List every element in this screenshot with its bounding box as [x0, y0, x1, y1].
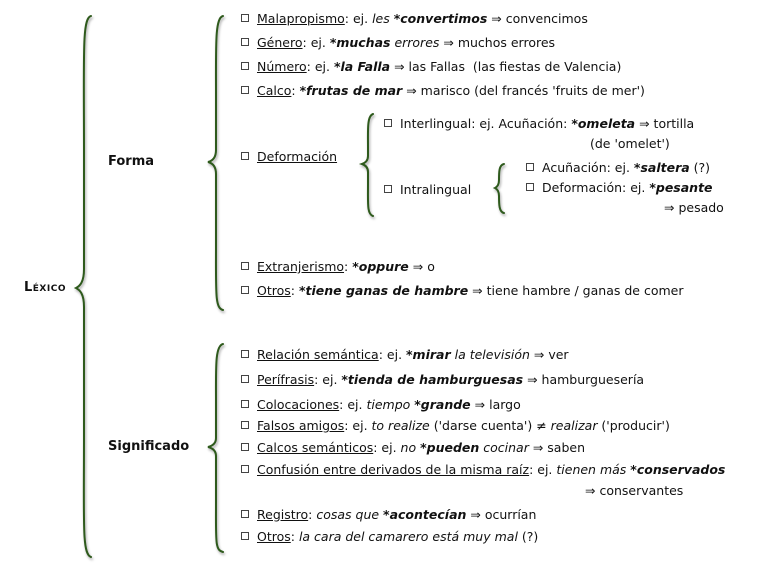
list-item-intralingual: [384, 182, 471, 197]
item-text: Calco: [257, 83, 292, 98]
item-text: ⇒: [466, 507, 485, 522]
item-text: convencimos: [505, 11, 588, 26]
bullet-icon: [241, 262, 249, 270]
item-text: tiene hambre / ganas de comer: [486, 283, 684, 298]
bullet-icon: [384, 185, 392, 193]
bullet-icon: [384, 119, 392, 127]
bullet-icon: [241, 62, 249, 70]
interlingual-continuation: (de 'omelet'): [590, 136, 670, 151]
list-item-interlingual: [384, 116, 694, 131]
bullet-icon: [241, 532, 249, 540]
bullet-icon: [241, 350, 249, 358]
item-text: Deformación: ej.: [542, 180, 650, 195]
item-text: *muchas: [329, 35, 391, 50]
item-text: Relación semántica: [257, 347, 379, 362]
list-item: [241, 397, 521, 412]
item-text: *convertimos: [393, 11, 488, 26]
item-text: tortilla: [653, 116, 695, 131]
item-text: (?): [517, 529, 539, 544]
significado-bracket: [206, 342, 226, 554]
item-text: Género: [257, 35, 303, 50]
item-text: *la Falla: [333, 59, 391, 74]
item-text: ⇒: [487, 11, 506, 26]
item-text: realizar: [550, 418, 598, 433]
item-text: cosas que: [316, 507, 384, 522]
bullet-icon: [241, 86, 249, 94]
item-text: tiempo: [366, 397, 415, 412]
item-text: *mirar: [406, 347, 451, 362]
list-item: [241, 529, 538, 544]
list-item: [241, 259, 435, 274]
item-text: *grande: [414, 397, 471, 412]
item-text: :: [290, 283, 299, 298]
item-text: ⇒: [470, 397, 490, 412]
item-text: *pesante: [649, 180, 713, 195]
item-text: ('darse cuenta') ≠: [429, 418, 551, 433]
item-text: muchos errores: [457, 35, 556, 50]
root-label: Léxico: [24, 280, 66, 295]
item-text: ⇒: [635, 116, 654, 131]
item-text: *saltera: [633, 160, 690, 175]
intralingual-bracket: [493, 162, 507, 216]
item-text: : ej.: [314, 372, 342, 387]
item-text: ver: [548, 347, 569, 362]
bullet-icon: [241, 465, 249, 473]
item-text: Malapropismo: [257, 11, 345, 26]
item-text: hamburguesería: [541, 372, 645, 387]
bullet-icon: [241, 375, 249, 383]
list-item: [241, 83, 645, 98]
item-text: :: [291, 83, 300, 98]
bullet-icon: [241, 510, 249, 518]
item-text: : ej.: [302, 35, 330, 50]
item-text: saben: [547, 440, 585, 455]
item-text: ⇒: [529, 347, 549, 362]
item-text: *tiene ganas de hambre: [298, 283, 469, 298]
deformacion-bracket: [360, 112, 376, 218]
item-text: Deformación: [257, 149, 338, 164]
item-text: Colocaciones: [257, 397, 340, 412]
list-item: [241, 440, 585, 455]
item-text: la cara del camarero está muy mal: [298, 529, 518, 544]
list-item: [241, 59, 621, 74]
forma-label: Forma: [108, 154, 155, 169]
list-item: [241, 35, 555, 50]
item-text: Confusión entre derivados de la misma raíz: [257, 462, 530, 477]
item-text: ⇒: [468, 283, 487, 298]
item-text: (?): [689, 160, 711, 175]
list-item: [526, 180, 713, 195]
item-text: tienen más: [556, 462, 631, 477]
item-text: cocinar: [479, 440, 529, 455]
significado-label: Significado: [108, 439, 190, 454]
item-text: la televisión: [450, 347, 530, 362]
item-text: : ej.: [529, 462, 557, 477]
bullet-icon: [241, 421, 249, 429]
list-item: [241, 372, 644, 387]
item-text: :: [308, 507, 317, 522]
item-text: no: [400, 440, 421, 455]
item-text: Otros: [257, 529, 291, 544]
bullet-icon: [241, 38, 249, 46]
derivados-continuation: ⇒ conservantes: [585, 483, 684, 498]
item-text: : ej.: [306, 59, 334, 74]
item-text: ⇒: [402, 83, 421, 98]
bullet-icon: [241, 286, 249, 294]
item-text: : ej.: [344, 11, 373, 26]
list-item: [526, 160, 710, 175]
bullet-icon: [241, 443, 249, 451]
bullet-icon: [241, 400, 249, 408]
forma-bracket: [206, 14, 226, 314]
item-text: Registro: [257, 507, 309, 522]
item-text: *conservados: [630, 462, 726, 477]
item-text: Otros: [257, 283, 291, 298]
item-text: ⇒: [528, 440, 548, 455]
item-text: Falsos amigos: [257, 418, 345, 433]
item-text: : ej.: [373, 440, 401, 455]
item-text: Interlingual: ej. Acuñación:: [400, 116, 572, 131]
item-text: *tienda de hamburguesas: [341, 372, 524, 387]
item-text: Extranjerismo: [257, 259, 345, 274]
item-text: ⇒: [408, 259, 428, 274]
item-text: to realize: [371, 418, 430, 433]
item-text: ⇒: [523, 372, 542, 387]
list-item: [241, 347, 569, 362]
item-text: : ej.: [378, 347, 407, 362]
item-text: *frutas de mar: [299, 83, 403, 98]
item-text: las Fallas (las fiestas de Valencia): [408, 59, 622, 74]
item-text: *oppure: [352, 259, 409, 274]
item-text: *acontecían: [383, 507, 467, 522]
item-text: *omeleta: [571, 116, 636, 131]
item-text: ⇒: [439, 35, 458, 50]
list-item: [241, 283, 683, 298]
item-text: Perífrasis: [257, 372, 315, 387]
item-text: largo: [489, 397, 521, 412]
root-bracket: [74, 14, 94, 559]
item-text: :: [290, 529, 299, 544]
bullet-icon: [526, 163, 534, 171]
intralingual-continuation: ⇒ pesado: [664, 200, 724, 215]
item-text: Número: [257, 59, 307, 74]
list-item-deformacion: [241, 149, 337, 164]
item-text: ⇒: [390, 59, 409, 74]
list-item: [241, 11, 588, 26]
bullet-icon: [526, 183, 534, 191]
item-text: *pueden: [420, 440, 480, 455]
item-text: ('producir'): [597, 418, 670, 433]
item-text: errores: [390, 35, 440, 50]
list-item: [241, 418, 670, 433]
item-text: les: [372, 11, 394, 26]
item-text: : ej.: [339, 397, 367, 412]
item-text: Calcos semánticos: [257, 440, 374, 455]
item-text: ocurrían: [484, 507, 537, 522]
list-item: [241, 462, 725, 477]
bullet-icon: [241, 152, 249, 160]
item-text: Acuñación: ej.: [542, 160, 634, 175]
item-text: :: [344, 259, 353, 274]
list-item: [241, 507, 536, 522]
item-text: marisco (del francés 'fruits de mer'): [420, 83, 645, 98]
item-text: Intralingual: [400, 182, 472, 197]
item-text: o: [427, 259, 435, 274]
item-text: : ej.: [344, 418, 372, 433]
bullet-icon: [241, 14, 249, 22]
